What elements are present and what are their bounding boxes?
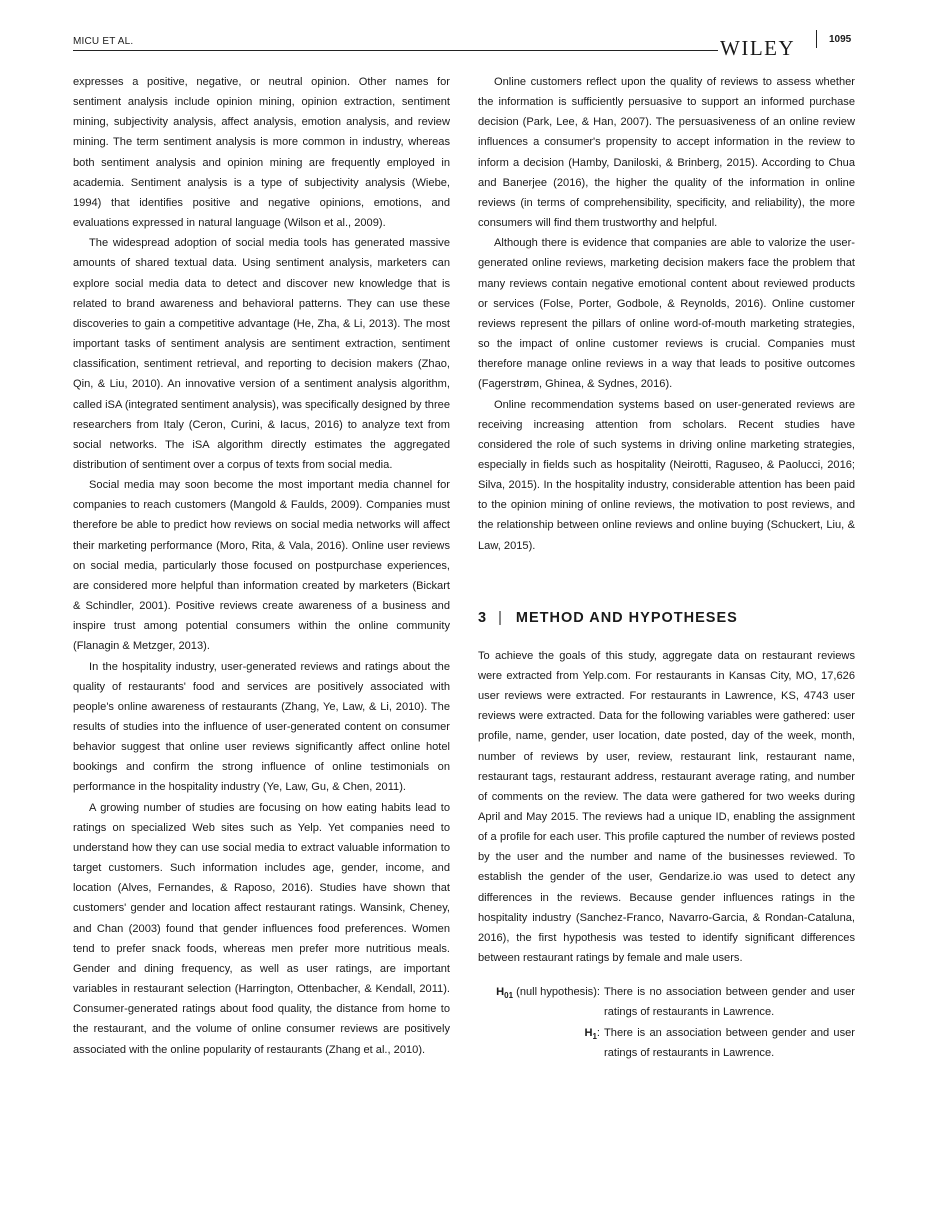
left-column <box>73 72 450 1060</box>
publisher-logo: WILEY <box>720 36 796 60</box>
header-rule <box>73 50 718 51</box>
section-number: 3 <box>478 609 488 626</box>
hypothesis-text: There is no association between gender and user ratings of restaurants in Lawrence. <box>604 986 855 1019</box>
section-title: METHOD AND HYPOTHESES <box>515 609 738 626</box>
paragraph: expresses a positive, negative, or neutral opinion. Other names for sentiment analysis include opinion mining, opinion extraction, sentiment mining, subjectivity analysis, affect analysis, emotion analysis, and review mining. The term sentiment analysis is more common in industry, whereas both sentiment analysis and opinion mining are frequently employed in academia. Sentiment analysis is a type of subjectivity analysis (Wiebe, 1994) that identifies positive and negative opinions, emotions, and evaluations expressed in natural language (Wilson et al., 2009). <box>73 76 450 230</box>
paragraph: Although there is evidence that companies are able to valorize the user-generated online reviews, marketing decision makers face the problem that many reviews contain negative emotional content about reviewed products or services (Folse, Porter, Godbole, & Reynolds, 2016). Online customer reviews represent the pillars of online word-of-mouth marketing strategies, so the impact of online customer reviews is crucial. Companies must therefore manage online reviews in a way that leads to positive outcomes (Fagerstrøm, Ghinea, & Sydnes, 2016). <box>478 237 855 391</box>
hypothesis-text: There is an association between gender and user ratings of restaurants in Lawrence. <box>604 1026 855 1059</box>
hypothesis-alternative <box>478 1023 855 1063</box>
hypothesis-label: $H_{01}$ (null hypothesis): <box>496 986 600 1001</box>
paragraph: In the hospitality industry, user-generated reviews and ratings about the quality of restaurants' food and services are positively associated with people's online awareness of restaurants (Zhang, Ye, Law, & Li, 2010). The results of studies into the influence of user-generated content on consumer behavior suggest that online user reviews significantly affect online hotel bookings and confirm the strong influence of online testimonials on performance in the hospitality industry (Ye, Law, Gu, & Chen, 2011). <box>73 660 450 794</box>
section-heading <box>478 608 855 628</box>
paragraph: Online recommendation systems based on user-generated reviews are receiving increasing attention from scholars. Recent studies have considered the role of such systems in driving online marketing strategies, especially in fields such as hospitality (Neirotti, Raguseo, & Paolucci, 2016; Silva, 2015). In the hospitality industry, considerable attention has been paid to the opinion mining of online reviews, the motivation to post reviews, and the relationship between online reviews and online buying (Schuckert, Liu, & Law, 2015). <box>478 398 855 552</box>
page-number: 1095 <box>829 34 852 45</box>
header-divider <box>816 30 817 48</box>
hypothesis-list <box>478 982 855 1063</box>
paragraph: Social media may soon become the most important media channel for companies to reach customers (Mangold & Faulds, 2009). Companies must therefore be able to predict how reviews on social media networks will affect their marketing performance (Moro, Rita, & Vala, 2016). Online user reviews on social media, particularly those focused on postpurchase experiences, are considered more helpful than information created by marketers (Bickart & Schindler, 2001). Positive reviews create awareness of a business and inspire trust among potential consumers within the online community (Flanagin & Metzger, 2013). <box>73 479 450 653</box>
right-column <box>478 72 855 1063</box>
paragraph: A growing number of studies are focusing on how eating habits lead to ratings on specialized Web sites such as Yelp. Yet companies need to understand how they can use social media to extract valuable information to target customers. Such information includes age, gender, income, and location (Alves, Fernandes, & Raposo, 2016). Studies have shown that customers' gender and location affect restaurant ratings. Wansink, Cheney, and Chan (2003) found that gender influences food preferences. Women tend to prefer snack foods, whereas men prefer more nutritious meals. Gender and dining frequency, as well as user ratings, are important variables in restaurant selection (Harrington, Ottenbacher, & Kendall, 2011). Consumer-generated ratings about food quality, the distance from home to the restaurant, and the volume of online consumer reviews are positively associated with the online popularity of restaurants (Zhang et al., 2010). <box>73 801 450 1056</box>
paragraph: Online customers reflect upon the quality of reviews to assess whether the information is sufficiently persuasive to support an informed purchase decision (Park, Lee, & Han, 2007). The persuasiveness of an online review influences a consumer's propensity to accept information in the review to inform a decision (Hamby, Daniloski, & Brinberg, 2015). According to Chua and Banerjee (2016), the higher the quality of the information in online reviews (in terms of comprehensibility, specificity, and reliability), the more consumers will find them trustworthy and helpful. <box>478 76 855 230</box>
method-paragraph: To achieve the goals of this study, aggregate data on restaurant reviews were extracted from Yelp.com. For restaurants in Kansas City, MO, 17,626 user reviews were extracted. For restaurants in Lawrence, KS, 4743 user reviews were extracted. Data for the following variables were gathered: user profile, name, gender, user location, date posted, day of the week, month, number of reviews by user, review, restaurant link, restaurant name, restaurant tags, restaurant address, restaurant average rating, and number of comments on the review. The data were gathered for two weeks during April and May 2015. The reviews had a unique ID, enabling the assignment of a profile for each user. This profile captured the number of reviews posted by the user and the number and name of the businesses reviewed. To establish the gender of the user, Gendarize.io was used to detect any differences in the reviews. Because gender influences ratings in the hospitality industry (Sanchez-Franco, Navarro-Garcia, & Rondan-Cataluna, 2016), the first hypothesis was tested to identify significant differences between restaurant ratings by female and male users. <box>478 649 855 965</box>
paragraph: The widespread adoption of social media tools has generated massive amounts of shared textual data. Using sentiment analysis, marketers can explore social media data to detect and discover new knowledge that is related to brand awareness and behavioral patterns. They can use these discoveries to gain a competitive advantage (He, Zha, & Li, 2013). The most important tasks of sentiment analysis are sentiment extraction, sentiment classification, sentiment retrieval, and reporting to decision makers (Zhao, Qin, & Liu, 2010). An innovative version of a sentiment analysis algorithm, called iSA (integrated sentiment analysis), was specifically designed by three researchers from Italy (Ceron, Curini, & Iacus, 2016) to analyze text from social networks. The iSA algorithm directly estimates the aggregated distribution of sentiment over a corpus of texts from social media. <box>73 237 450 471</box>
hypothesis-null <box>478 982 855 1022</box>
hypothesis-label: $H_1$: <box>584 1026 600 1041</box>
section-separator: | <box>498 609 503 626</box>
running-head-author: MICU ET AL. <box>73 36 134 47</box>
